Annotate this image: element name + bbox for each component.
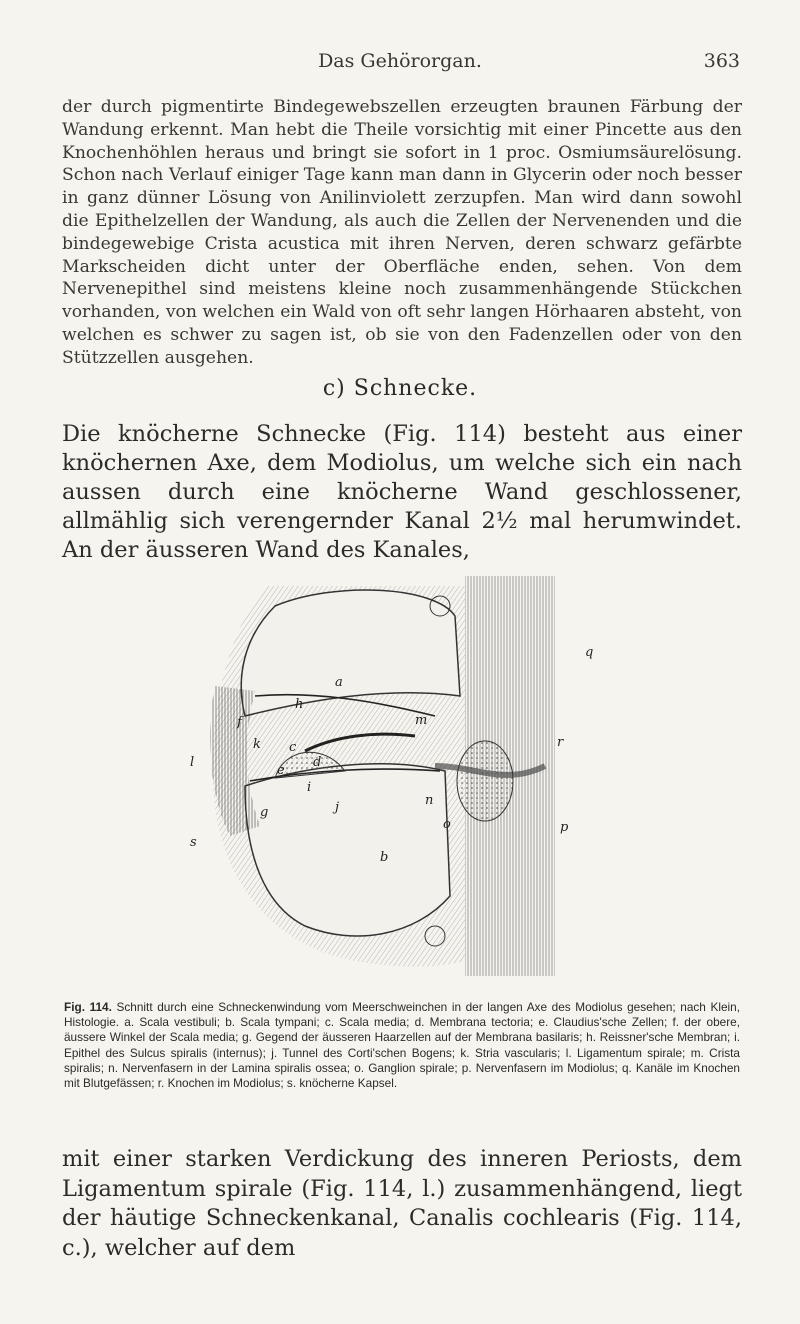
label-k: k bbox=[253, 737, 261, 752]
label-q: q bbox=[585, 645, 594, 660]
page-number: 363 bbox=[703, 50, 740, 72]
label-l: l bbox=[190, 755, 195, 770]
page-header bbox=[60, 50, 740, 80]
ganglion-spirale bbox=[457, 741, 513, 821]
paragraph-3: mit einer starken Verdickung des inneren Periosts, dem Ligamentum spirale (Fig. 114, l.) zusammenhängend, liegt der häutige Schneckenkanal, Canalis cochlearis (Fig. 114, c.), welcher auf dem bbox=[62, 1146, 742, 1261]
label-o: o bbox=[443, 817, 451, 832]
label-b: b bbox=[380, 850, 389, 865]
paragraph-1: der durch pigmentirte Bindegewebszellen erzeugten braunen Färbung der Wandung erkennt. Man hebt die Theile vorsichtig mit einer Pincette aus den Knochenhöhlen heraus und bringt sie sofort in 1 proc. Osmiumsäurelösung. Schon nach Verlauf einiger Tage kann man dann in Glycerin oder noch besser in ganz dünner Lösung von Anilinviolett zerzupfen. Man wird dann sowohl die Epithelzellen der Wandung, als auch die Zellen der Nervenenden und die bindegewebige Crista acustica mit ihren Nerven, deren schwarz gefärbte Markscheiden dicht unter der Oberfläche enden, sehen. Von dem Nervenepithel sind meistens kleine noch zusammenhängende Stückchen vorhanden, von welchen ein Wald von oft sehr langen Hörhaaren absteht, von welchen es schwer zu sagen ist, ob sie von den Fadenzellen oder von den Stützzellen ausgehen. bbox=[62, 97, 742, 368]
figure-114 bbox=[185, 566, 625, 986]
label-s: s bbox=[190, 835, 197, 850]
label-m: m bbox=[415, 713, 428, 728]
label-g: g bbox=[260, 805, 269, 820]
cochlea-section-drawing bbox=[185, 566, 625, 986]
running-title: Das Gehörorgan. bbox=[318, 50, 482, 72]
label-c: c bbox=[289, 740, 297, 755]
section-heading: c) Schnecke. bbox=[322, 376, 478, 401]
label-h: h bbox=[295, 697, 304, 712]
caption-fig-label: Fig. 114. bbox=[64, 1000, 112, 1014]
label-r: r bbox=[557, 735, 564, 750]
label-n: n bbox=[425, 793, 434, 808]
label-d: d bbox=[313, 755, 322, 770]
figure-caption bbox=[64, 1000, 740, 1091]
label-a: a bbox=[335, 675, 343, 690]
label-i: i bbox=[307, 780, 312, 795]
paragraph-2: Die knöcherne Schnecke (Fig. 114) besteht aus einer knöchernen Axe, dem Modiolus, um welche sich ein nach aussen durch eine knöcherne Wand geschlossener, allmählig sich verengernder Kanal 2½ mal herumwindet. An der äusseren Wand des Kanales, bbox=[62, 421, 742, 563]
label-e: e bbox=[277, 763, 285, 778]
label-j: j bbox=[335, 800, 340, 815]
label-p: p bbox=[560, 820, 569, 835]
caption-text: Schnitt durch eine Schneckenwindung vom Meerschweinchen in der langen Axe des Modiolus gesehen; nach Klein, Histologie. a. Scala vestibuli; b. Scala tympani; c. Scala media; d. Membrana tectoria; e. Claudius'sche Zellen; f. der obere, äussere Winkel der Scala media; g. Gegend der äusseren Haarzellen auf der Membrana basilaris; h. Reissner'sche Membran; i. Epithel des Sulcus spiralis (internus); j. Tunnel des Corti'schen Bogens; k. Stria vascularis; l. Ligamentum spirale; m. Crista spiralis; n. Nervenfasern in der Lamina spiralis ossea; o. Ganglion spirale; p. Nervenfasern im Modiolus; q. Kanäle im Knochen mit Blutgefässen; r. Knochen im Modiolus; s. knöcherne Kapsel. bbox=[64, 1000, 740, 1091]
label-f: f bbox=[237, 715, 242, 730]
